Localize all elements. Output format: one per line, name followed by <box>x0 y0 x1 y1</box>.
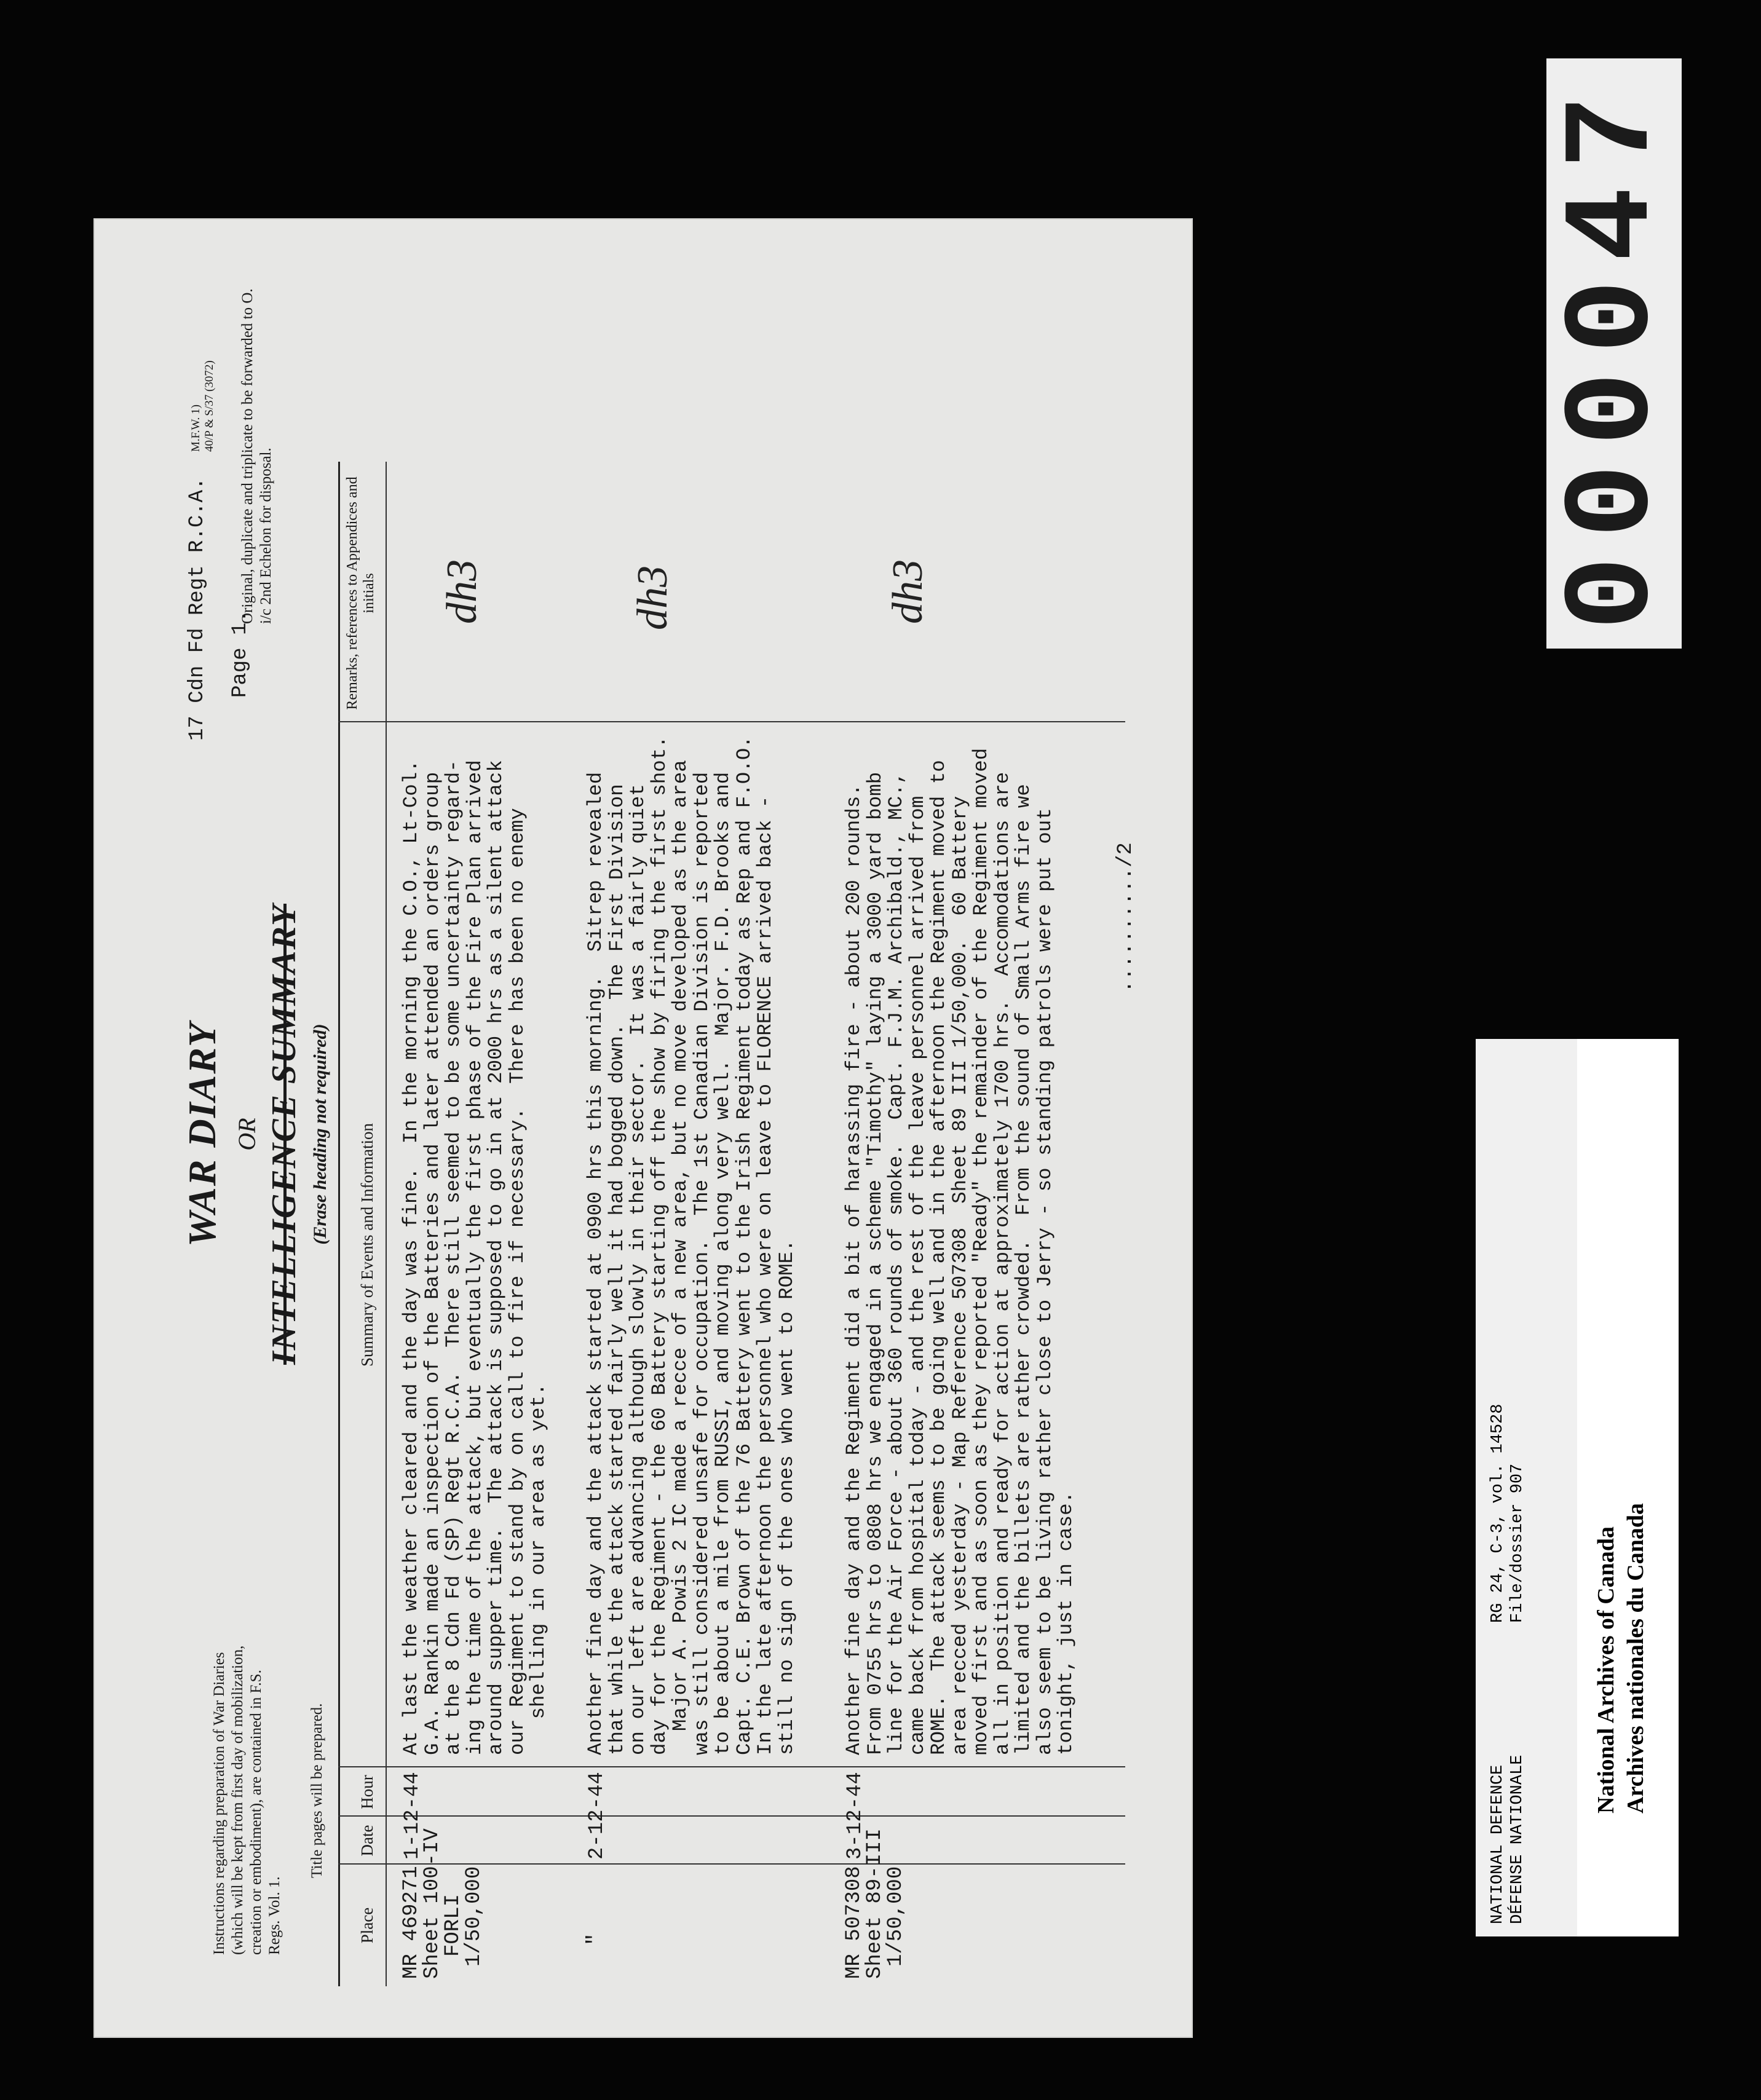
disposal-note: Original, duplicate and triplicate to be forwarded to O. i/c 2nd Echelon for disposal. <box>239 288 274 624</box>
archives-name-en: National Archives of Canada <box>1593 1526 1619 1814</box>
entry-1-place-line-2: Sheet 100-IV <box>421 1828 444 1979</box>
col-divider-hour <box>338 1766 1125 1767</box>
form-code <box>189 360 216 452</box>
header-date: Date <box>358 1825 376 1857</box>
entry-2-initials: dh3 <box>629 566 676 630</box>
col-divider-date <box>338 1815 1125 1817</box>
form-title: WAR DIARY <box>180 1022 224 1247</box>
header-place: Place <box>358 1907 376 1944</box>
national-defence-fr: DÉFENSE NATIONALE <box>1508 1755 1527 1924</box>
unit-name: 17 Cdn Fd Regt R.C.A. <box>186 477 209 741</box>
national-defence-en: NATIONAL DEFENCE <box>1489 1764 1507 1924</box>
continuation-marker: ........../2 <box>1114 842 1138 993</box>
archives-name-fr: Archives nationales du Canada <box>1623 1502 1648 1814</box>
entry-1-place-line-3: FORLI <box>441 1893 465 1957</box>
table-header-rule <box>386 462 387 1986</box>
file-dossier: File/dossier 907 <box>1508 1463 1527 1623</box>
col-divider-summary <box>338 721 1125 722</box>
entry-1-initials: dh3 <box>438 559 486 624</box>
header-summary: Summary of Events and Information <box>358 1123 376 1367</box>
entry-1-text: At last the weather cleared and the day was fine. In the morning the C.O., Lt-Col. G.A. Rankin made an inspection of the Batteries and later attended an orders group at the 8 Cdn Fd (SP) Regt R.C.A. There still seemed to be some uncertainty regard- ing the time of the attack, but eventually the first phase of the Fire Plan arrived around supper time. The attack is supposed to go in at 2000 hrs as a silent attack our Regiment to stand by on call to fire if necessary. There has been no enemy shelling in our area as yet. <box>400 760 550 1755</box>
entry-3-date: 3-12-44 <box>844 1772 867 1860</box>
header-hour: Hour <box>358 1775 376 1809</box>
frame-number: 000047 <box>1544 76 1684 631</box>
entry-2-date: 2-12-44 <box>585 1772 609 1860</box>
entry-2-text: Another fine day and the attack started at 0900 hrs this morning. Sitrep revealed that while the attack started fairly well it had bogged down. The First Division on our left are advancing although slowly in their sector. It was a fairly quiet day for the Regiment - the 60 Battery starting off the show by firing the first shot. Major A. Powis 2 IC made a recce of a new area, but no move developed as the area was still considered unsafe for occupation. The 1st Canadian Division is reported to be about a mile from RUSSI, and moving along very well. Major. F.D. Brooks and Capt. C.E. Brown of the 76 Battery went to the Irish Regiment today as Rep and F.O.O. In the late afternoon the personnel who were on leave to FLORENCE arrived back - still no sign of the ones who went to ROME. <box>584 736 798 1755</box>
frame-number-strip <box>1546 58 1682 649</box>
archive-label <box>1476 1039 1679 1936</box>
entry-1-place-line-4: 1/50,000 <box>462 1866 486 1967</box>
entry-1-date: 1-12-44 <box>401 1772 424 1860</box>
entry-2-place-line-1: " <box>584 1933 607 1946</box>
form-code-line-1: M.F.W. 1) <box>189 405 202 452</box>
header-remarks: Remarks, references to Appendices and initials <box>344 476 377 710</box>
record-group-label <box>1488 1404 1527 1623</box>
war-diary-form <box>93 218 1193 2038</box>
title-pages-note: Title pages will be prepared. <box>309 1703 325 1878</box>
war-diary-page <box>93 218 1193 2038</box>
national-defence-label <box>1488 1755 1527 1924</box>
entry-3-initials: dh3 <box>884 559 932 624</box>
form-code-line-2: 40/P & S/37 (3072) <box>203 360 216 452</box>
entry-3-place-line-3: 1/50,000 <box>884 1866 908 1967</box>
form-or: OR <box>233 1118 261 1151</box>
form-summary-title: INTELLIGENCE SUMMARY <box>265 904 303 1365</box>
erase-note: (Erase heading not required) <box>310 1024 330 1245</box>
entry-2-place <box>585 1933 606 1946</box>
page-number: Page 1. <box>229 610 252 698</box>
table-top-rule <box>338 462 340 1986</box>
instructions: Instructions regarding preparation of War Diaries (which will be kept from first day of mobilization, creation or embodiment), are contained in F.S. Regs. Vol. 1. <box>211 1645 283 1955</box>
entry-3-place-line-1: MR 507308 <box>842 1866 866 1979</box>
record-group: RG 24, C-3, vol. 14528 <box>1489 1403 1507 1623</box>
entry-3-place-line-2: Sheet 89-III <box>863 1828 887 1979</box>
entry-1-place-line-1: MR 469271 <box>400 1866 423 1979</box>
entry-3-text: Another fine day and the Regiment did a bit of harassing fire - about 200 rounds. From 0755 hrs to 0808 hrs we engaged in a scheme "Timothy" laying a 3000 yard bomb line for the Air Force - about 360 rounds of smoke. Capt. F.J.M. Archibald., MC., came back from hospital today - and the rest of the leave personnel arrived from ROME. The attack seems to be going well and in the afternoon the Regiment moved to area recced yesterday - Map Reference 507308 Sheet 89 III 1/50,000. 60 Battery moved first and as soon as they reported "Ready" the remainder of the Regiment moved all in position and ready for action at approximately 1700 hrs. Accomodations are limited and the billets are rather crowded. From the sound of Small Arms fire we also seem to be living rather close to Jerry - so standing patrols were put out tonight, just in case. <box>842 748 1077 1755</box>
